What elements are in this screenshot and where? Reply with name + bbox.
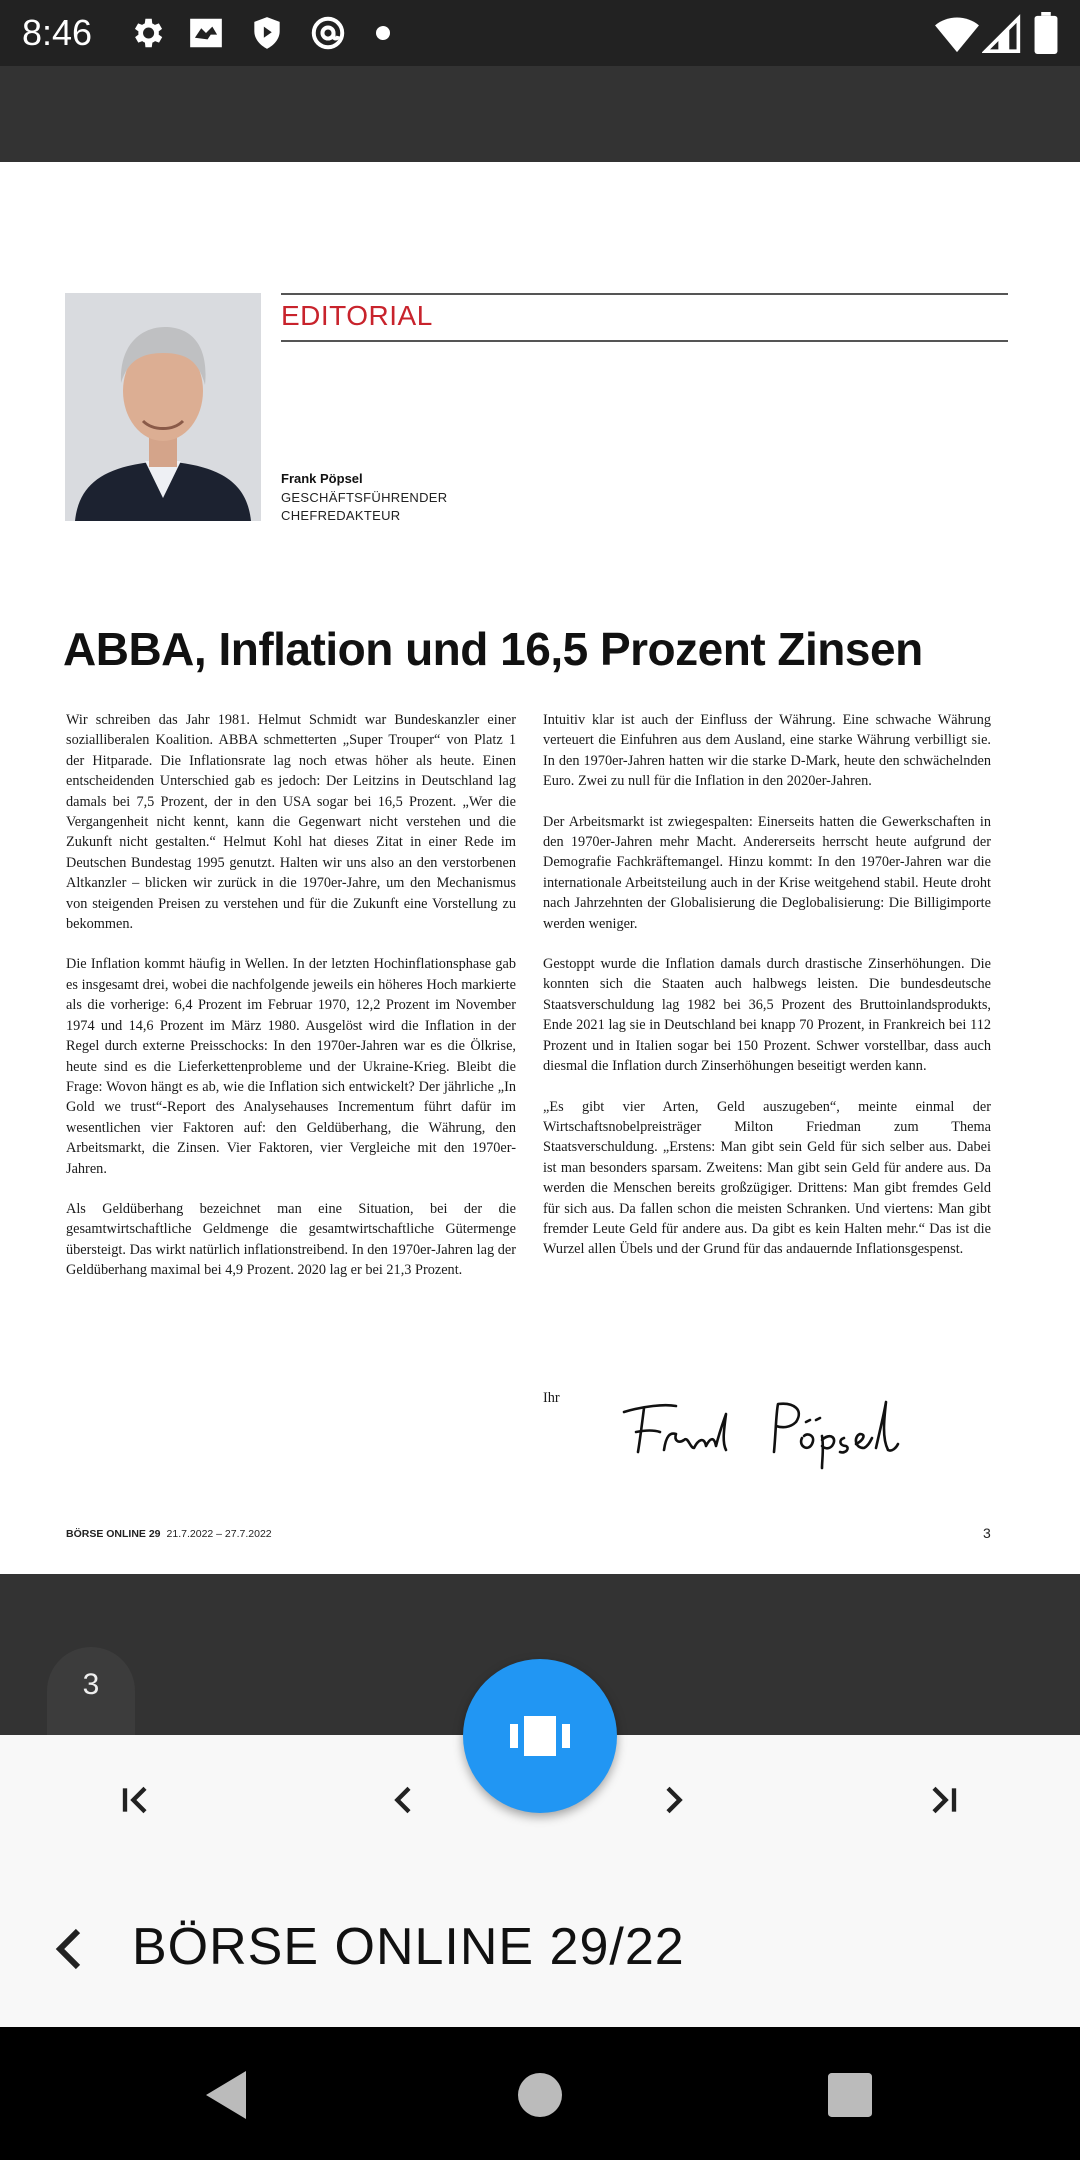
- battery-icon: [1034, 12, 1058, 54]
- system-recents-button[interactable]: [818, 2063, 882, 2127]
- section-label: EDITORIAL: [281, 300, 433, 331]
- author-name: Frank Pöpsel: [281, 471, 363, 486]
- footer-magazine: BÖRSE ONLINE 29: [66, 1528, 161, 1540]
- article-column-left: [66, 710, 516, 1301]
- page-view-fab[interactable]: [463, 1659, 617, 1813]
- system-back-icon: [202, 2069, 250, 2121]
- paragraph: Intuitiv klar ist auch der Einfluss der Währung. Eine schwache Währung verteuert die Einfuhren aus dem Ausland, eine starke Währung verbilligt sie. In den 1970er-Jahren hatten wir die starke D-Mark, heute den schwächelnden Euro. Zwei zu null für die Inflation in den 2020er-Jahren.: [543, 712, 991, 790]
- status-time: 8:46: [22, 12, 93, 53]
- status-bar: [0, 0, 1080, 66]
- paragraph: „Es gibt vier Arten, Geld auszugeben“, meinte einmal der Wirtschaftsnobelpreisträger Milton Friedman zum Thema Staatsverschuldung. „Erstens: Man gibt sein Geld für sich selber aus. Dabei ist man besonders sparsam. Zweitens: Man gibt sein Geld für andere aus. Da werden die Menschen bereits großzügiger. Drittens: Man gibt fremdes Geld für sich aus. Da fallen schon die meisten Schranken. Und viertens: Man gibt fremder Leute Geld für andere aus. Da gibt es kein Halten mehr.“ Das ist die Wurzel allen Übels und der Grund für das andauernde Inflationsgespenst.: [543, 1098, 991, 1258]
- previous-page-icon: [384, 1780, 424, 1820]
- signal-icon: [982, 12, 1022, 54]
- next-page-icon: [653, 1780, 693, 1820]
- gear-icon: [128, 14, 166, 52]
- article-column-right: [543, 710, 991, 1280]
- page-footer: [66, 1528, 272, 1540]
- system-home-icon: [518, 2073, 562, 2117]
- header-rule-bottom: [281, 340, 1008, 342]
- handwritten-signature: [614, 1390, 914, 1470]
- back-icon: [50, 1925, 86, 1973]
- dot-icon: [376, 26, 390, 40]
- shield-play-icon: [248, 14, 286, 52]
- system-home-button[interactable]: [508, 2063, 572, 2127]
- paragraph: Die Inflation kommt häufig in Wellen. In der letzten Hochinflationsphase gab es insgesamt drei, wobei die nachfolgende jeweils ein höheres Hoch markierte als die vorherige: 6,4 Prozent im Februar 1970, 12,2 Prozent im November 1974 und 14,6 Prozent im März 1980. Ausgelöst wird die Inflation in der Regel durch externe Preisschocks: In den 1970er-Jahren war es die Ölkrise, heute sind es die Lieferkettenprobleme und der Ukraine-Krieg. Bleibt die Frage: Wovon hängt es ab, wie die Inflation sich entwickelt? Der jährliche „In Gold we trust“-Report des Analysehauses Incrementum führt dafür im wesentlichen vier Faktoren auf: den Geldüberhang, die Währung, den Arbeitsmarkt, die Zinsen. Vier Faktoren, vier Vergleiche mit den 1970er-Jahren.: [66, 956, 516, 1177]
- at-sign-icon: [309, 14, 347, 52]
- system-navigation-bar: [0, 2027, 1080, 2160]
- paragraph: Der Arbeitsmarkt ist zwiegespalten: Einerseits hatten die Gewerkschaften in den 1970er-Jahren mehr Macht. Andererseits herrscht heute aufgrund der Demografie Fachkräftemangel. Hinzu kommt: In den 1970er-Jahren war die internationale Arbeitsteilung auch in der Krise weitgehend stabil. Heute droht nach Jahrzehnten der Globalisierung die Deglobalisierung: Die Billigimporte werden weniger.: [543, 813, 991, 932]
- document-title: BÖRSE ONLINE 29/22: [132, 1918, 685, 1976]
- footer-date: 21.7.2022 – 27.7.2022: [166, 1528, 272, 1540]
- next-page-button[interactable]: [633, 1760, 713, 1840]
- first-page-button[interactable]: [95, 1760, 175, 1840]
- first-page-icon: [115, 1780, 155, 1820]
- back-button[interactable]: [40, 1909, 96, 1989]
- last-page-button[interactable]: [904, 1760, 984, 1840]
- page-view-icon: [510, 1716, 570, 1756]
- viewer-top-bar: [0, 66, 1080, 162]
- mail-bird-icon: [187, 14, 225, 52]
- paragraph: Als Geldüberhang bezeichnet man eine Situation, bei der die gesamtwirtschaftliche Geldmenge die gesamtwirtschaftliche Gütermenge übersteigt. Das wirkt natürlich inflationstreibend. In den 1970er-Jahren lag der Geldüberhang maximal bei 4,9 Prozent. 2020 lag er bei 21,3 Prozent.: [66, 1200, 516, 1279]
- author-role: GESCHÄFTSFÜHRENDER: [281, 490, 448, 505]
- paragraph: Wir schreiben das Jahr 1981. Helmut Schmidt war Bundeskanzler einer sozialliberalen Koalition. ABBA schmetterten „Super Trouper“ von Platz 1 der Hitparade. Die Inflationsrate lag noch etwas höher als heute. Einen entscheidenden Unterschied gab es jedoch: Der Leitzins in Deutschland lag damals bei 7,5 Prozent, der in den USA sogar bei 16,5 Prozent. „Wer die Vergangenheit nicht kennt, kann die Gegenwart nicht verstehen und die Zukunft nicht gestalten.“ Helmut Kohl hat dieses Zitat in einer Rede im Deutschen Bundestag 1995 genutzt. Halten wir uns also an den verstorbenen Altkanzler – blicken wir zurück in die 1970er-Jahre, um den Mechanismus von steigenden Preisen zu verstehen und für die Zukunft eine Vorstellung zu bekommen.: [66, 712, 516, 933]
- closing-word: Ihr: [543, 1390, 560, 1406]
- author-role: CHEFREDAKTEUR: [281, 508, 401, 523]
- header-rule-top: [281, 293, 1008, 295]
- current-page-badge: 3: [47, 1647, 135, 1735]
- system-recents-icon: [828, 2073, 872, 2117]
- previous-page-button[interactable]: [364, 1760, 444, 1840]
- footer-page-number: 3: [983, 1525, 991, 1541]
- paragraph: Gestoppt wurde die Inflation damals durch drastische Zinserhöhungen. Die konnten sich die Staaten auch halbwegs leisten. Die bundesdeutsche Staatsverschuldung lag 1982 bei 36,5 Prozent des Bruttoinlandsprodukts, Ende 2021 lag sie in Deutschland bei knapp 70 Prozent, in Frankreich bei 112 Prozent und in Italien sogar bei 150 Prozent. Schwer vorstellbar, dass auch diesmal die Inflation durch Zinserhöhungen beseitigt werden kann.: [543, 956, 991, 1075]
- magazine-page[interactable]: [0, 162, 1080, 1574]
- article-headline: ABBA, Inflation und 16,5 Prozent Zinsen: [63, 623, 923, 675]
- document-title-bar: [0, 1869, 1080, 2027]
- system-back-button[interactable]: [194, 2063, 258, 2127]
- wifi-icon: [934, 12, 980, 54]
- last-page-icon: [924, 1780, 964, 1820]
- author-photo: [65, 293, 261, 521]
